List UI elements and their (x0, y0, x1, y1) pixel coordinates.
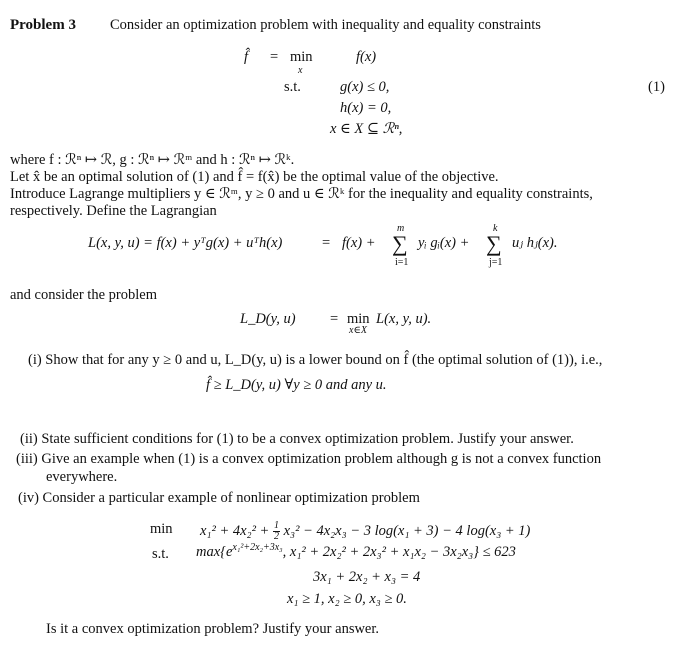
problem-intro: Consider an optimization problem with inequality and equality constraints (110, 17, 541, 33)
sum1-lower: i=1 (395, 257, 409, 268)
constraint-h: h(x) = 0, (340, 100, 392, 116)
example-st: s.t. (152, 546, 169, 562)
lagrangian-left: L(x, y, u) = f(x) + yᵀg(x) + uᵀh(x) (88, 235, 283, 251)
example-constraint-max (196, 542, 516, 560)
sum2-upper: k (493, 223, 498, 234)
dual-equals: = (330, 311, 339, 327)
let-line: Let x̂ be an optimal solution of (1) and f̂ = f(x̂) be the optimal value of the objective. (10, 169, 499, 185)
example-objective (200, 521, 530, 542)
constraint-g: g(x) ≤ 0, (340, 79, 390, 95)
respectively-line: respectively. Define the Lagrangian (10, 203, 217, 219)
sum1-upper: m (397, 223, 405, 234)
objective-part-a: x₁² + 4x₂² + (200, 522, 270, 539)
part-ii: (ii) State sufficient conditions for (1) to be a convex optimization problem. Justify your answer. (20, 431, 574, 447)
max-rest: , x₁² + 2x₂² + 2x₃² + x₁x₂ − 3x₂x₃} ≤ 623 (282, 544, 516, 560)
exp-superscript: x₁²+2x₂+3x₃ (232, 542, 283, 554)
objective: f(x) (356, 49, 377, 65)
one-half-fraction (273, 521, 280, 542)
definitions-paragraph (10, 152, 690, 220)
max-open: max{e (196, 544, 233, 560)
dual-rhs: L(x, y, u). (376, 311, 432, 327)
sum2-symbol: ∑ (486, 231, 502, 256)
problem-label: Problem 3 (10, 17, 76, 33)
fraction-numerator: 1 (273, 520, 279, 531)
part-i-text: (i) Show that for any y ≥ 0 and u, L_D(y, u) is a lower bound on f̂ (the optimal solution of (1)), i.e., (28, 352, 603, 368)
dual-lhs: L_D(y, u) (240, 311, 296, 327)
fraction-denominator: 2 (273, 531, 279, 542)
example-min: min (150, 521, 173, 537)
sum2-lower: j=1 (489, 257, 503, 268)
lagrangian-equals: = (322, 235, 331, 251)
dual-min-subscript: x∈X (349, 325, 367, 336)
min-operator: min (290, 49, 313, 65)
lagrangian-right-f: f(x) + (342, 235, 376, 251)
consider-line: and consider the problem (10, 287, 157, 303)
part-iii-line2: everywhere. (46, 469, 118, 485)
example-constraint-bounds: x₁ ≥ 1, x₂ ≥ 0, x₃ ≥ 0. (287, 591, 407, 607)
sum1-term: yᵢ gᵢ(x) + (418, 235, 470, 251)
constraint-x: x ∈ X ⊆ ℛⁿ, (330, 121, 403, 137)
part-i-inequality: f̂ ≥ L_D(y, u) ∀y ≥ 0 and any u. (206, 377, 387, 393)
introduce-line: Introduce Lagrange multipliers y ∈ ℛᵐ, y ≥ 0 and u ∈ ℛᵏ for the inequality and equality constraints, (10, 186, 593, 202)
subject-to: s.t. (284, 79, 301, 95)
sum2-term: uⱼ hⱼ(x). (512, 235, 558, 251)
final-question: Is it a convex optimization problem? Justify your answer. (46, 621, 380, 637)
equation-number: (1) (648, 79, 665, 95)
part-iii-line1: (iii) Give an example when (1) is a convex optimization problem although g is not a convex function (16, 451, 602, 467)
dual-min: min (347, 311, 370, 327)
f-hat: f̂ (244, 49, 249, 65)
sum1-symbol: ∑ (392, 231, 408, 256)
objective-part-b: x₃² − 4x₂x₃ − 3 log(x₁ + 3) − 4 log(x₃ + 1) (283, 522, 531, 539)
example-constraint-linear: 3x₁ + 2x₂ + x₃ = 4 (313, 569, 421, 585)
part-iv: (iv) Consider a particular example of nonlinear optimization problem (18, 490, 420, 506)
formulation-equals: = (270, 49, 279, 65)
where-line: where f : ℛⁿ ↦ ℛ, g : ℛⁿ ↦ ℛᵐ and h : ℛⁿ ↦ ℛᵏ. (10, 152, 295, 168)
min-subscript: x (298, 65, 303, 76)
